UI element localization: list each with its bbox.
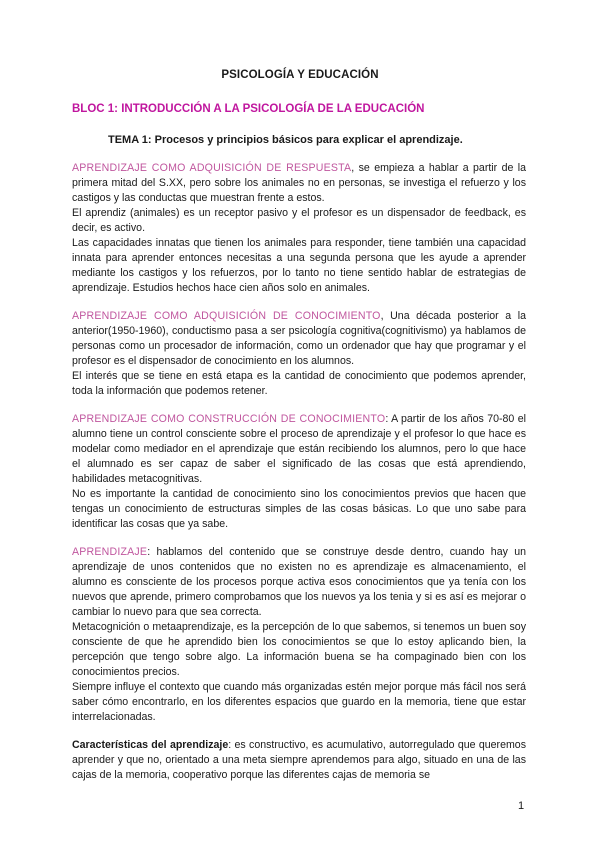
section-paragraph: Las capacidades innatas que tienen los animales para responder, tiene también una capacidad innata para aprender entonces necesitas a una segunda persona que les ayude a aprender mediante los castigos y los refuerzos, por lo tanto no tiene sentido hablar de estrategias de aprendizaje. Estudios hechos hace cien años solo en animales. bbox=[72, 237, 526, 294]
document-title: PSICOLOGÍA Y EDUCACIÓN bbox=[221, 69, 379, 81]
section-paragraph bbox=[72, 545, 526, 620]
section-paragraph: Metacognición o metaaprendizaje, es la percepción de lo que sabemos, si tenemos un buen soy consciente de que he aprendido bien los conocimientos se que lo estoy aplicando bien, la percepción que tengo sobre algo. La información buena se ha compaginado bien con los conocimientos precios. bbox=[72, 621, 526, 678]
characteristics-text: : es constructivo, es acumulativo, autorregulado que queremos aprender y que no, orientado a una meta siempre aprendemos para algo, situado en una de las cajas de la memoria, cooperativo porque las diferentes cajas de memoria se bbox=[72, 739, 526, 781]
section-paragraph: El aprendiz (animales) es un receptor pasivo y el profesor es un dispensador de feedback, es decir, es activo. bbox=[72, 207, 526, 234]
section-heading: APRENDIZAJE COMO ADQUISICIÓN DE CONOCIMIENTO bbox=[72, 310, 381, 322]
section-paragraph bbox=[72, 412, 526, 487]
section-heading: APRENDIZAJE COMO CONSTRUCCIÓN DE CONOCIMIENTO bbox=[72, 413, 386, 425]
section-paragraph bbox=[72, 161, 526, 206]
characteristics-paragraph bbox=[72, 738, 526, 783]
document-body bbox=[72, 161, 526, 783]
tema-heading: TEMA 1: Procesos y principios básicos para explicar el aprendizaje. bbox=[108, 134, 463, 146]
section-paragraph bbox=[72, 309, 526, 369]
characteristics-label: Características del aprendizaje bbox=[72, 739, 229, 751]
section-lead: , se empieza a hablar a partir de la primera mitad del S.XX, pero sobre los animales no en personas, se investiga el refuerzo y los castigos y las conductas que muestran frente a estos. bbox=[72, 162, 526, 204]
section-heading: APRENDIZAJE COMO ADQUISICIÓN DE RESPUESTA bbox=[72, 162, 352, 174]
section-paragraph: Siempre influye el contexto que cuando más organizadas estén mejor porque más fácil nos será saber cómo encontrarlo, en los diferentes espacios que guardo en la memoria, tiene que estar interrelacionadas. bbox=[72, 681, 526, 723]
page-number: 1 bbox=[518, 800, 525, 812]
section-lead: , Una década posterior a la anterior(1950-1960), conductismo pasa a ser psicología cognitiva(cognitivismo) ya hablamos de personas como un procesador de información, como un ordenador que hay que programar y el profesor es el dispensador de conocimiento en los alumnos. bbox=[72, 310, 527, 367]
section-paragraph: No es importante la cantidad de conocimiento sino los conocimientos previos que hacen que tengas un conocimiento de estructuras simples de las cosas básicas. Lo que uno sabe para identificar las cosas que ya sabe. bbox=[72, 488, 526, 530]
section-heading: APRENDIZAJE bbox=[72, 546, 148, 558]
section-lead: : hablamos del contenido que se construye desde dentro, cuando hay un aprendizaje de unos contenidos que no existen no es aprendizaje es almacenamiento, el alumno es consciente de los procesos porque activa esos conocimientos que ya tenía con los nuevos que aprende, primero comprobamos que los nuevos ya los tenia y si es así es mejorar o cambiar lo nuevo para que sea correcta. bbox=[72, 546, 526, 618]
section-lead: : A partir de los años 70-80 el alumno tiene un control consciente sobre el proceso de aprendizaje y el profesor lo que hace es modelar como mediador en el aprendizaje que están recibiendo los alumnos, pero lo que hace el alumnado es ser capaz de saber el significado de las cosas que está aprendiendo, habilidades metacognitivas. bbox=[72, 413, 526, 485]
bloc-heading: BLOC 1: INTRODUCCIÓN A LA PSICOLOGÍA DE LA EDUCACIÓN bbox=[72, 103, 425, 115]
section-paragraph: El interés que se tiene en está etapa es la cantidad de conocimiento que podemos aprender, toda la información que podemos retener. bbox=[72, 370, 526, 397]
